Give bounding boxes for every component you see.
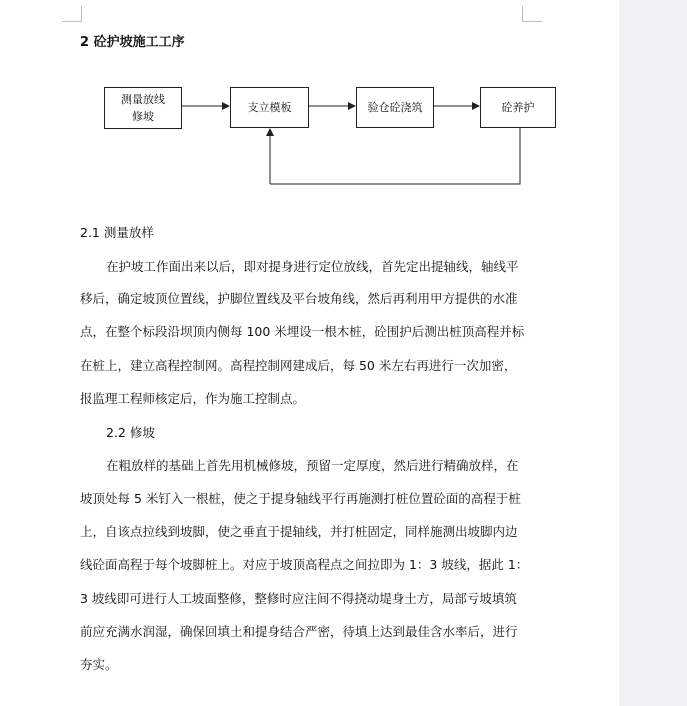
flow-step-survey: 测量放线 修坡 xyxy=(104,87,182,129)
flow-step-concrete-pour: 验仓砼浇筑 xyxy=(356,87,434,128)
paragraph-line: 线砼面高程于每个坡脚桩上。对应于坡顶高程点之间拉即为 1：3 坡线，据此 1： xyxy=(80,557,529,572)
paragraph-line: 在粗放样的基础上首先用机械修坡，预留一定厚度，然后进行精确放样，在 xyxy=(106,458,519,473)
flow-step-curing: 砼养护 xyxy=(480,87,556,128)
paragraph-line: 上，自该点拉线到坡脚，使之垂直于提轴线，并打桩固定，同样施测出坡脚内边 xyxy=(80,524,518,539)
paragraph-line: 前应充满水润湿，确保回填土和提身结合严密，待填上达到最佳含水率后，进行 xyxy=(80,624,518,639)
paragraph-line: 移后，确定坡顶位置线，护脚位置线及平台坡角线，然后再利用甲方提供的水准 xyxy=(80,291,518,306)
workspace-gutter xyxy=(619,0,687,706)
subsection-title-slope-trim: 2.2 修坡 xyxy=(106,425,155,440)
section-heading: 2 砼护坡施工工序 xyxy=(80,35,185,50)
loop-back-connector xyxy=(270,128,520,184)
paragraph-line: 报监理工程师核定后，作为施工控制点。 xyxy=(80,391,306,406)
paragraph-line: 3 坡线即可进行人工坡面整修，整修时应注间不得挠动堤身土方，局部亏坡填筑 xyxy=(80,591,517,606)
process-flowchart xyxy=(0,0,619,220)
subsection-title-survey: 2.1 测量放样 xyxy=(80,225,154,240)
paragraph-line: 坡顶处每 5 米钉入一根桩，使之于提身轴线平行再施测打桩位置砼面的高程于桩 xyxy=(80,491,521,506)
paragraph-line: 夯实。 xyxy=(80,657,118,672)
paragraph-line: 在桩上，建立高程控制网。高程控制网建成后，每 50 米左右再进行一次加密， xyxy=(80,358,517,373)
flow-step-formwork: 支立模板 xyxy=(230,87,309,128)
paragraph-line: 在护坡工作面出来以后，即对提身进行定位放线，首先定出提轴线，轴线平 xyxy=(106,259,519,274)
paragraph-line: 点，在整个标段沿坝顶内侧每 100 米埋设一根木桩，砼围护后测出桩顶高程并标 xyxy=(80,324,525,339)
